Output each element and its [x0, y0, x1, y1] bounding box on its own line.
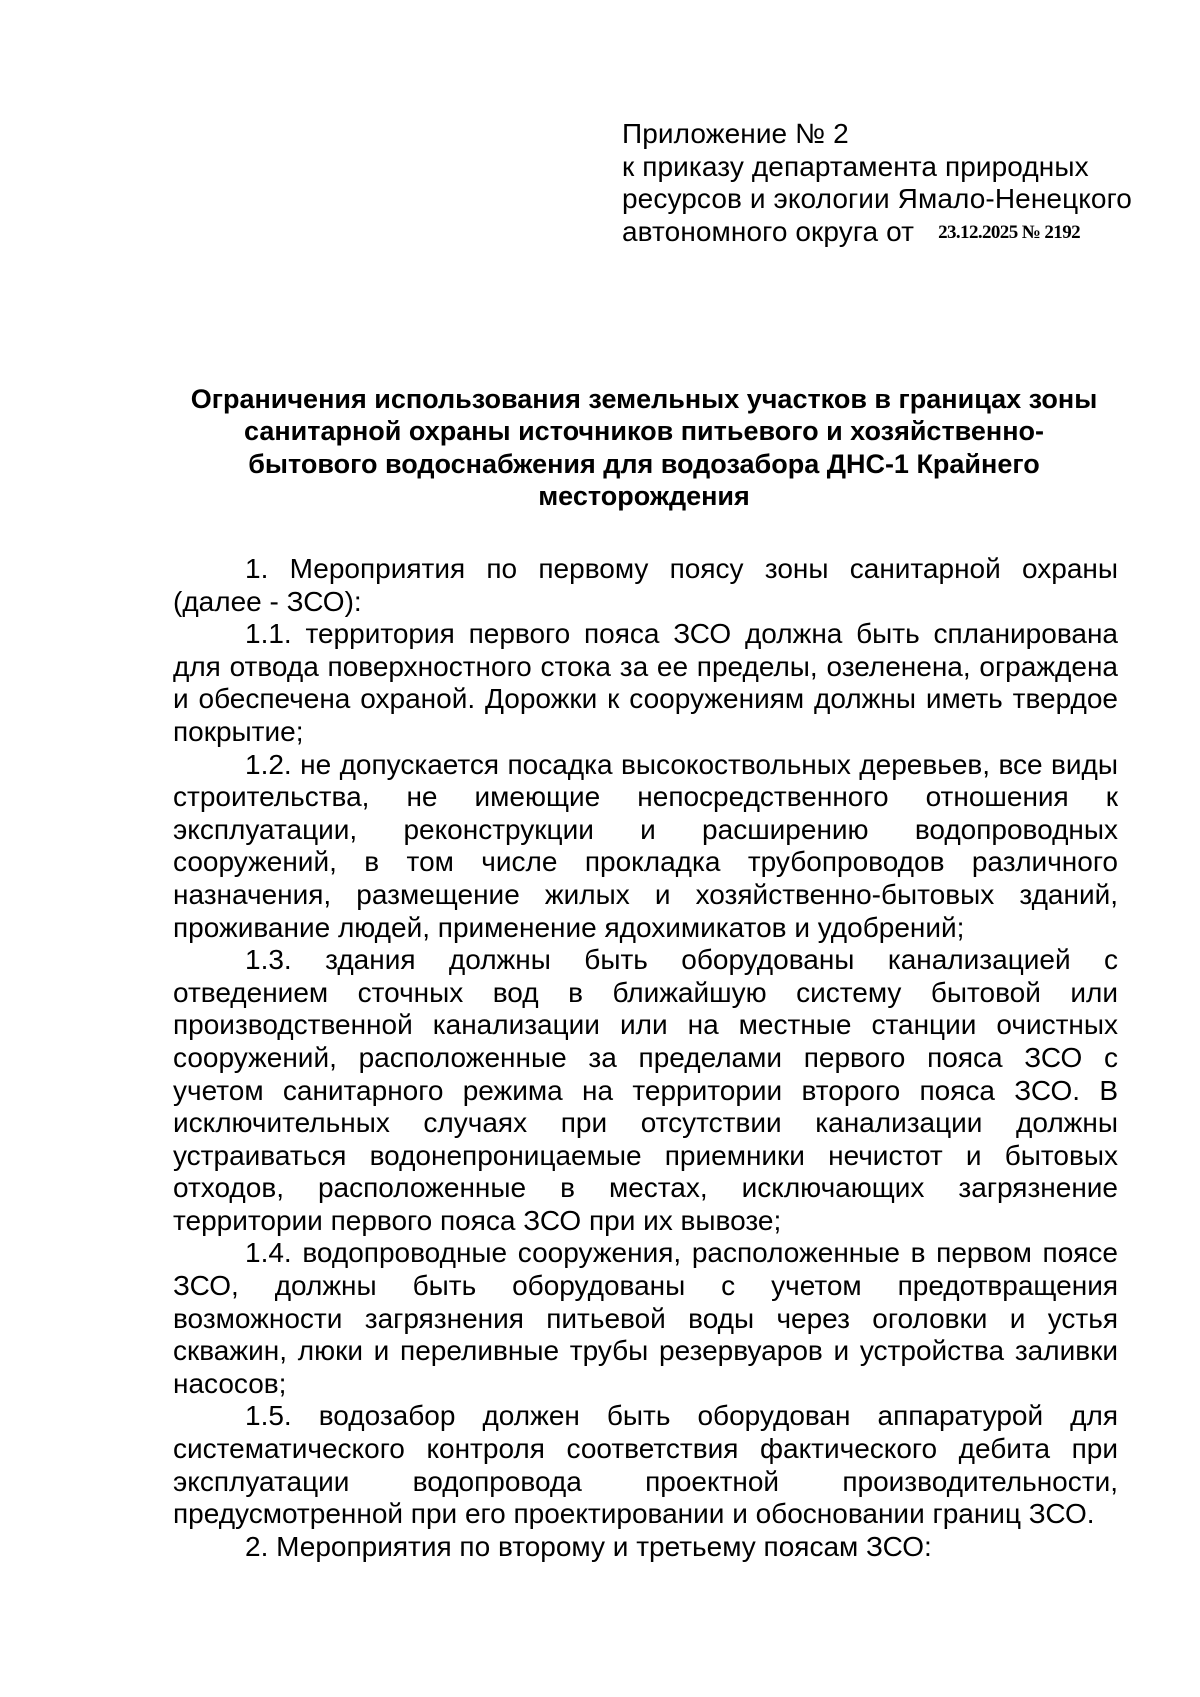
clause-1-4: 1.4. водопроводные сооружения, расположенные в первом поясе ЗСО, должны быть оборудованы с учетом предотвращения возможности загрязнения питьевой воды через оголовки и устья скважин, люки и переливные трубы резервуаров и устройства заливки насосов; — [173, 1237, 1118, 1399]
order-date-number-stamp: 23.12.2025 № 2192 — [938, 221, 1081, 243]
clause-1-5: 1.5. водозабор должен быть оборудован аппаратурой для систематического контроля соответствия фактического дебита при эксплуатации водопровода проектной производительности, предусмотренной при его проектировании и обосновании границ ЗСО. — [173, 1400, 1118, 1530]
title-line-2: санитарной охраны источников питьевого и хозяйственно- — [243, 416, 1045, 447]
clause-1-3: 1.3. здания должны быть оборудованы канализацией с отведением сточных вод в ближайшую систему бытовой или производственной канализации или на местные станции очистных сооружений, расположенные за пределами первого пояса ЗСО с учетом санитарного режима на территории второго пояса ЗСО. В исключительных случаях при отсутствии канализации должны устраиваться водонепроницаемые приемники нечистот и бытовых отходов, расположенные в местах, исключающих загрязнение территории первого пояса ЗСО при их вывозе; — [173, 944, 1118, 1236]
appendix-order-ref: к приказу департамента природных — [622, 150, 1089, 182]
appendix-department: ресурсов и экологии Ямало-Ненецкого — [622, 183, 1132, 214]
appendix-number: Приложение № 2 — [622, 118, 849, 149]
clause-1-1: 1.1. территория первого пояса ЗСО должна быть спланирована для отвода поверхностного стока за ее пределы, озеленена, ограждена и обеспечена охраной. Дорожки к сооружениям должны иметь твердое покрытие; — [173, 618, 1118, 747]
section-2-heading: 2. Мероприятия по второму и третьему поясам ЗСО: — [245, 1530, 932, 1562]
document-body — [173, 553, 1118, 1563]
title-line-4: месторождения — [538, 480, 750, 511]
appendix-okrug-label: автономного округа от — [622, 215, 915, 247]
section-1-heading: 1. Мероприятия по первому поясу зоны санитарной охраны (далее - ЗСО): — [173, 553, 1118, 617]
appendix-header — [622, 118, 1182, 249]
appendix-date-line — [622, 216, 1182, 250]
clause-1-2: 1.2. не допускается посадка высокоствольных деревьев, все виды строительства, не имеющие непосредственного отношения к эксплуатации, реконструкции и расширению водопроводных сооружений, в том числе прокладка трубопроводов различного назначения, размещение жилых и хозяйственно-бытовых зданий, проживание людей, применение ядохимикатов и удобрений; — [173, 748, 1118, 943]
title-line-3: бытового водоснабжения для водозабора ДНС-1 Крайнего — [248, 448, 1040, 479]
document-title — [163, 383, 1125, 512]
title-line-1: Ограничения использования земельных участков в границах зоны — [190, 384, 1098, 414]
